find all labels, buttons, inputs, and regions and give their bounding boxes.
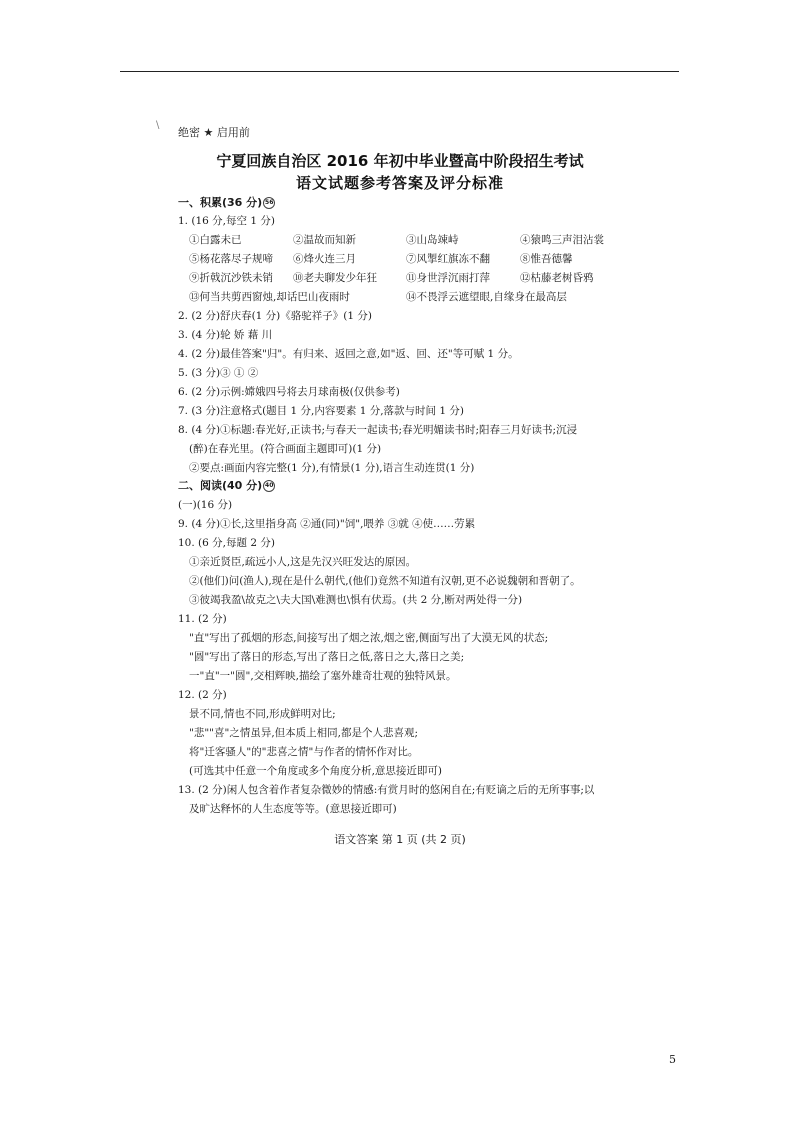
answer-cell: ⑥烽火连三月 xyxy=(293,253,356,265)
answer-line: "圆"写出了落日的形态,写出了落日之低,落日之大,落日之美; xyxy=(189,651,465,663)
score-stamp: 40 xyxy=(263,480,275,492)
answer-line: "悲""喜"之情虽异,但本质上相同,都是个人悲喜观; xyxy=(189,727,419,739)
answer-cell: ⑤杨花落尽子规啼 xyxy=(189,253,273,265)
answer-line: ①亲近贤臣,疏远小人,这是先汉兴旺发达的原因。 xyxy=(189,556,417,568)
answer-cell: ⑩老夫聊发少年狂 xyxy=(293,272,377,284)
answer-line: 4. (2 分)最佳答案"归"。有归来、返回之意,如"返、回、还"等可赋 1 分。 xyxy=(178,348,519,360)
answer-cell: ⑦风掣红旗冻不翻 xyxy=(406,253,490,265)
answer-line: (可选其中任意一个角度或多个角度分析,意思接近即可) xyxy=(189,765,443,777)
answer-line: 13. (2 分)闲人包含着作者复杂微妙的情感:有赏月时的悠闲自在;有贬谪之后的无所事事;以 xyxy=(178,784,595,796)
answer-line: (一)(16 分) xyxy=(178,499,233,511)
answer-cell: ①白露未已 xyxy=(189,234,242,246)
exam-title: 宁夏回族自治区 2016 年初中毕业暨高中阶段招生考试 xyxy=(216,152,584,170)
confidential-label: 绝密 ★ 启用前 xyxy=(178,126,250,139)
score-stamp: 56 xyxy=(263,197,275,209)
answer-cell: ②温故而知新 xyxy=(293,234,356,246)
answer-cell: ⑧惟吾德馨 xyxy=(520,253,573,265)
question-1-head: 1. (16 分,每空 1 分) xyxy=(178,215,275,227)
answer-line: "直"写出了孤烟的形态,间接写出了烟之浓,烟之密,侧面写出了大漠无风的状态; xyxy=(189,632,549,644)
answer-line: 7. (3 分)注意格式(题目 1 分,内容要素 1 分,落款与时间 1 分) xyxy=(178,405,465,417)
answer-line: 9. (4 分)①长,这里指身高 ②通(同)"饲",喂养 ③就 ④使……劳累 xyxy=(178,518,476,530)
answer-line: (醉)在春光里。(符合画面主题即可)(1 分) xyxy=(189,443,382,455)
page-number: 5 xyxy=(669,1053,676,1066)
answer-line: 景不同,情也不同,形成鲜明对比; xyxy=(189,708,336,720)
answer-line: 及旷达释怀的人生态度等等。(意思接近即可) xyxy=(189,803,397,815)
answer-line: 8. (4 分)①标题:春光好,正读书;与春天一起读书;春光明媚读书时;阳春三月好读书;沉浸 xyxy=(178,424,578,436)
answer-line: ②(他们)问(渔人),现在是什么朝代,(他们)竟然不知道有汉朝,更不必说魏朝和晋朝了。 xyxy=(189,575,581,587)
answer-cell: ⑭不畏浮云遮望眼,自缘身在最高层 xyxy=(406,291,567,303)
answer-line: 2. (2 分)舒庆春(1 分)《骆驼祥子》(1 分) xyxy=(178,310,372,322)
page-footer: 语文答案 第 1 页 (共 2 页) xyxy=(334,833,466,846)
answer-cell: ③山岛竦峙 xyxy=(406,234,459,246)
answer-cell: ⑫枯藤老树昏鸦 xyxy=(520,272,594,284)
top-rule xyxy=(120,71,679,72)
answer-cell: ⑨折戟沉沙铁未销 xyxy=(189,272,273,284)
section-heading-accumulation xyxy=(178,196,275,210)
section-label: 二、阅读(40 分) xyxy=(178,479,263,492)
section-heading-reading xyxy=(178,479,275,493)
section-label: 一、积累(36 分) xyxy=(178,196,263,209)
answer-cell: ⑪身世浮沉雨打萍 xyxy=(406,272,490,284)
answer-line: 5. (3 分)③ ① ② xyxy=(178,367,259,379)
answer-cell: ④猿鸣三声泪沾裳 xyxy=(520,234,604,246)
answer-line: 6. (2 分)示例:嫦娥四号将去月球南极(仅供参考) xyxy=(178,386,400,398)
answer-line: 3. (4 分)轮 娇 藉 川 xyxy=(178,329,273,341)
scan-mark: \ xyxy=(156,120,160,131)
answer-line: 12. (2 分) xyxy=(178,689,227,701)
exam-subtitle: 语文试题参考答案及评分标准 xyxy=(295,174,504,192)
answer-line: 将"迁客骚人"的"悲喜之情"与作者的情怀作对比。 xyxy=(189,746,419,758)
answer-line: 10. (6 分,每题 2 分) xyxy=(178,537,275,549)
answer-cell: ⑬何当共剪西窗烛,却话巴山夜雨时 xyxy=(189,291,350,303)
answer-line: 11. (2 分) xyxy=(178,613,227,625)
answer-line: ②要点:画面内容完整(1 分),有情景(1 分),语言生动连贯(1 分) xyxy=(189,462,475,474)
answer-line: 一"直"一"圆",交相辉映,描绘了塞外雄奇壮观的独特风景。 xyxy=(189,670,457,682)
answer-line: ③彼竭我盈\故克之\夫大国\难测也\惧有伏焉。(共 2 分,断对两处得一分) xyxy=(189,594,523,606)
